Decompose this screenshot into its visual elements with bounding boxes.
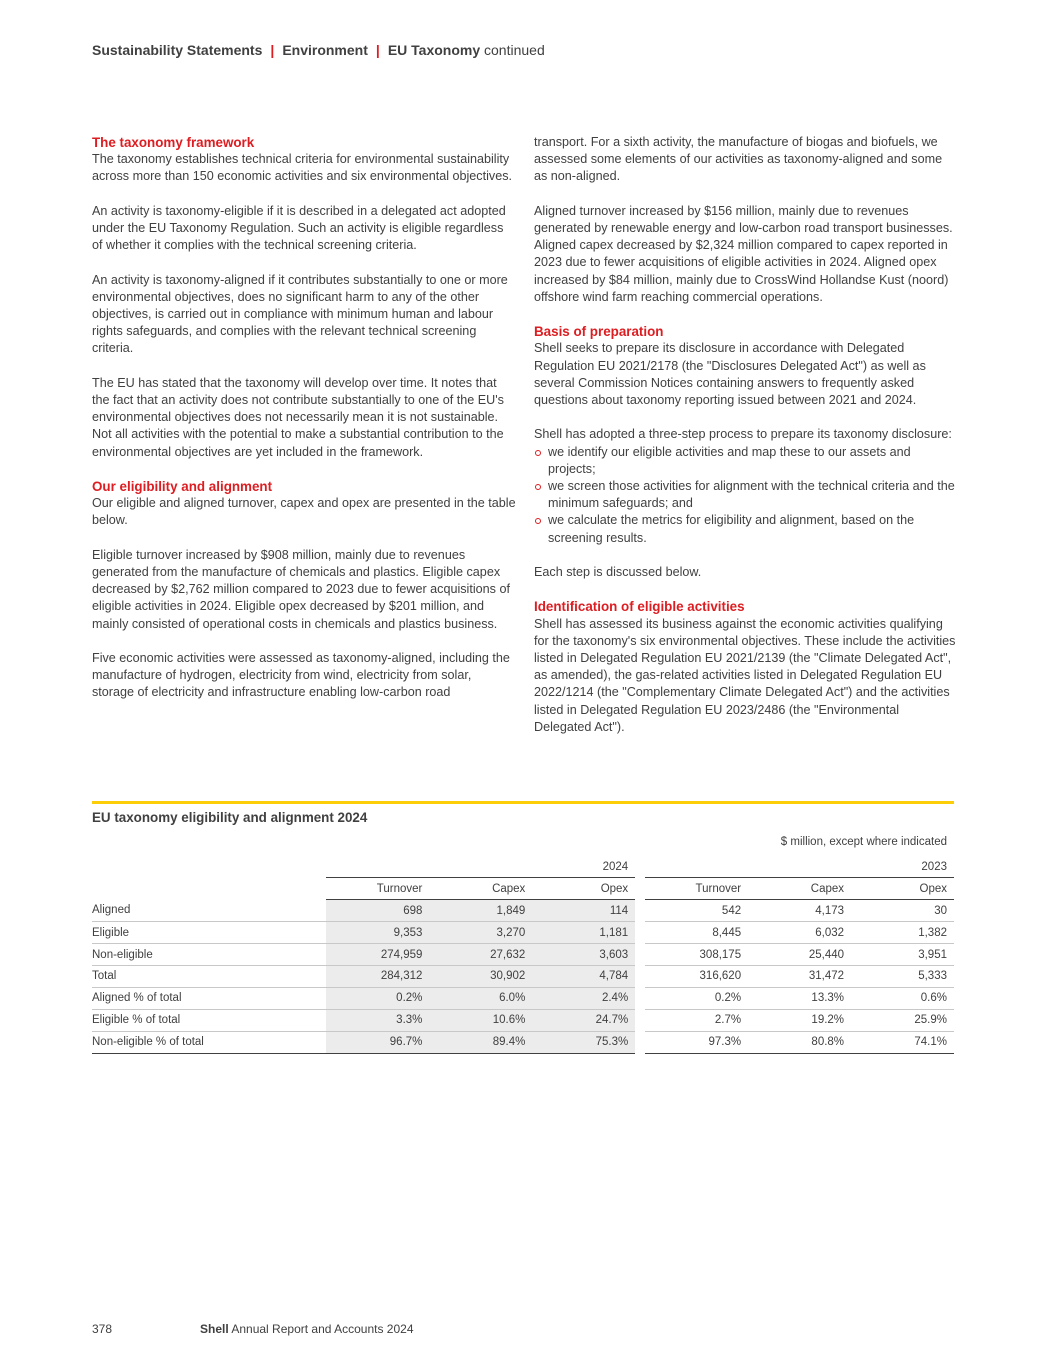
table-cell: 542: [645, 900, 748, 922]
breadcrumb-environment: Environment: [282, 42, 368, 58]
table-cell: 698: [326, 900, 429, 922]
table-title: EU taxonomy eligibility and alignment 2024: [92, 810, 368, 825]
row-label: Total: [92, 965, 326, 987]
table-cell: 274,959: [326, 944, 429, 966]
table-cell: 24.7%: [532, 1009, 635, 1031]
heading-identification: Identification of eligible activities: [534, 599, 745, 615]
table-cell: 6.0%: [429, 987, 532, 1009]
report-title: Annual Report and Accounts 2024: [231, 1322, 414, 1336]
process-steps-list: [534, 444, 956, 547]
table-row: [92, 965, 954, 987]
row-label: Eligible: [92, 922, 326, 944]
column-header: Capex: [429, 878, 532, 900]
table-cell: 2.7%: [645, 1009, 748, 1031]
table-cell: 74.1%: [851, 1031, 954, 1053]
table-cell: 96.7%: [326, 1031, 429, 1053]
table-cell: 4,784: [532, 965, 635, 987]
table-row: [92, 944, 954, 966]
table-cell: 97.3%: [645, 1031, 748, 1053]
table-units-note: $ million, except where indicated: [780, 836, 947, 848]
row-label: Eligible % of total: [92, 1009, 326, 1031]
table-cell: 75.3%: [532, 1031, 635, 1053]
table-cell: 19.2%: [748, 1009, 851, 1031]
breadcrumb-separator: |: [270, 42, 275, 58]
table-cell: 30,902: [429, 965, 532, 987]
right-column: [534, 134, 956, 753]
page-footer: [92, 1322, 414, 1336]
table-row: [92, 922, 954, 944]
row-label: Non-eligible % of total: [92, 1031, 326, 1053]
breadcrumb-eu-taxonomy: EU Taxonomy: [387, 42, 481, 58]
heading-taxonomy-framework: The taxonomy framework: [92, 135, 255, 150]
table-row: [92, 1009, 954, 1031]
column-header: Capex: [748, 878, 851, 900]
paragraph: Five economic activities were assessed as taxonomy-aligned, including the manufacture of hydrogen, electricity from wind, electricity from solar, storage of electricity and infrastructure enabling low-carbon road: [92, 651, 510, 700]
taxonomy-table: [92, 856, 954, 1054]
table-cell: 308,175: [645, 944, 748, 966]
list-item: we identify our eligible activities and map these to our assets and projects;: [534, 444, 956, 478]
table-row: [92, 987, 954, 1009]
heading-basis-of-preparation: Basis of preparation: [534, 324, 664, 340]
table-row: [92, 1031, 954, 1053]
table-cell: 3,951: [851, 944, 954, 966]
year-header-2024: 2024: [326, 856, 635, 878]
row-label: Aligned: [92, 900, 326, 922]
table-cell: 8,445: [645, 922, 748, 944]
paragraph: The EU has stated that the taxonomy will develop over time. It notes that the fact that an activity does not contribute substantially to one of the EU's environmental objectives does not necessarily mean it is not sustainable. Not all activities with the potential to make a substantial contribution to the environmental objectives are yet included in the framework.: [92, 375, 504, 459]
table-corner: [92, 856, 326, 878]
breadcrumb-sustainability: Sustainability Statements: [92, 42, 263, 58]
table-cell: 1,849: [429, 900, 532, 922]
yellow-divider: [92, 801, 954, 804]
table-cell: 3,270: [429, 922, 532, 944]
taxonomy-table-section: [92, 801, 954, 1054]
paragraph: Our eligible and aligned turnover, capex and opex are presented in the table below.: [92, 496, 516, 528]
page-header: [92, 42, 545, 58]
table-cell: 4,173: [748, 900, 851, 922]
table-cell: 89.4%: [429, 1031, 532, 1053]
column-header: Opex: [851, 878, 954, 900]
table-cell: 0.2%: [645, 987, 748, 1009]
column-header: Opex: [532, 878, 635, 900]
table-cell: 3,603: [532, 944, 635, 966]
left-column: [92, 134, 516, 719]
table-cell: 25.9%: [851, 1009, 954, 1031]
table-cell: 30: [851, 900, 954, 922]
paragraph: Aligned turnover increased by $156 million, mainly due to revenues generated by renewable energy and low-carbon road transport businesses. Aligned capex decreased by $2,324 million compared to capex reported in 2023 due to fewer acquisitions of eligible activities in 2024. Aligned opex increased by $84 million, mainly due to CrossWind Hollandse Kust (noord) offshore wind farm reaching commercial operations.: [534, 203, 953, 304]
breadcrumb-continued: continued: [484, 42, 545, 58]
paragraph: Shell seeks to prepare its disclosure in accordance with Delegated Regulation EU 2021/2178 (the "Disclosures Delegated Act") as well as several Commission Notices containing answers to frequently asked questions about taxonomy reporting issued between 2021 and 2024.: [534, 341, 926, 408]
table-cell: 9,353: [326, 922, 429, 944]
table-cell: 6,032: [748, 922, 851, 944]
paragraph: An activity is taxonomy-eligible if it is described in a delegated act adopted under the EU Taxonomy Regulation. Such an activity is eligible regardless of whether it complies with the technical screening criteria.: [92, 203, 506, 253]
table-cell: 13.3%: [748, 987, 851, 1009]
table-cell: 0.6%: [851, 987, 954, 1009]
table-cell: 3.3%: [326, 1009, 429, 1031]
column-header: Turnover: [326, 878, 429, 900]
paragraph: Eligible turnover increased by $908 million, mainly due to revenues generated from the manufacture of chemicals and plastics. Eligible capex decreased by $2,762 million compared to 2023 due to fewer acquisitions of eligible activities in 2024. Eligible opex decreased by $201 million, and mainly consisted of operational costs in chemicals and plastics business.: [92, 547, 510, 631]
year-header-2023: 2023: [645, 856, 954, 878]
table-cell: 25,440: [748, 944, 851, 966]
column-header: Turnover: [645, 878, 748, 900]
table-cell: 2.4%: [532, 987, 635, 1009]
list-item: we calculate the metrics for eligibility and alignment, based on the screening results.: [534, 512, 956, 546]
table-cell: 284,312: [326, 965, 429, 987]
table-cell: 316,620: [645, 965, 748, 987]
heading-eligibility-alignment: Our eligibility and alignment: [92, 479, 273, 494]
table-cell: 1,181: [532, 922, 635, 944]
table-cell: 27,632: [429, 944, 532, 966]
breadcrumb-separator: |: [375, 42, 380, 58]
table-cell: 80.8%: [748, 1031, 851, 1053]
paragraph: Shell has adopted a three-step process to prepare its taxonomy disclosure:: [534, 427, 952, 442]
table-cell: 31,472: [748, 965, 851, 987]
paragraph: Shell has assessed its business against the economic activities qualifying for the taxonomy's six environmental objectives. These include the activities listed in Delegated Regulation EU 2021/2139 (the "Climate Delegated Act", as amended), the gas-related activities listed in Delegated Regulation EU 2022/1214 (the "Complementary Climate Delegated Act") and the activities listed in Delegated Regulation EU 2023/2486 (the "Environmental Delegated Act").: [534, 616, 956, 734]
paragraph: transport. For a sixth activity, the manufacture of biogas and biofuels, we assessed some elements of our activities as taxonomy-aligned and some as non-aligned.: [534, 135, 943, 184]
brand-name: Shell: [200, 1322, 229, 1336]
paragraph: An activity is taxonomy-aligned if it contributes substantially to one or more environmental objectives, does no significant harm to any of the other objectives, is carried out in compliance with minimum human and labour rights safeguards, and complies with the relevant technical screening criteria.: [92, 272, 508, 356]
paragraph: The taxonomy establishes technical criteria for environmental sustainability across more than 150 economic activities and six environmental objectives.: [92, 152, 512, 184]
table-cell: 1,382: [851, 922, 954, 944]
row-label: Aligned % of total: [92, 987, 326, 1009]
table-row: [92, 900, 954, 922]
table-cell: 10.6%: [429, 1009, 532, 1031]
list-item: we screen those activities for alignment with the technical criteria and the minimum safeguards; and: [534, 478, 956, 512]
paragraph: Each step is discussed below.: [534, 565, 702, 580]
row-label: Non-eligible: [92, 944, 326, 966]
table-cell: 0.2%: [326, 987, 429, 1009]
table-cell: 114: [532, 900, 635, 922]
table-cell: 5,333: [851, 965, 954, 987]
page-number: 378: [92, 1322, 113, 1336]
